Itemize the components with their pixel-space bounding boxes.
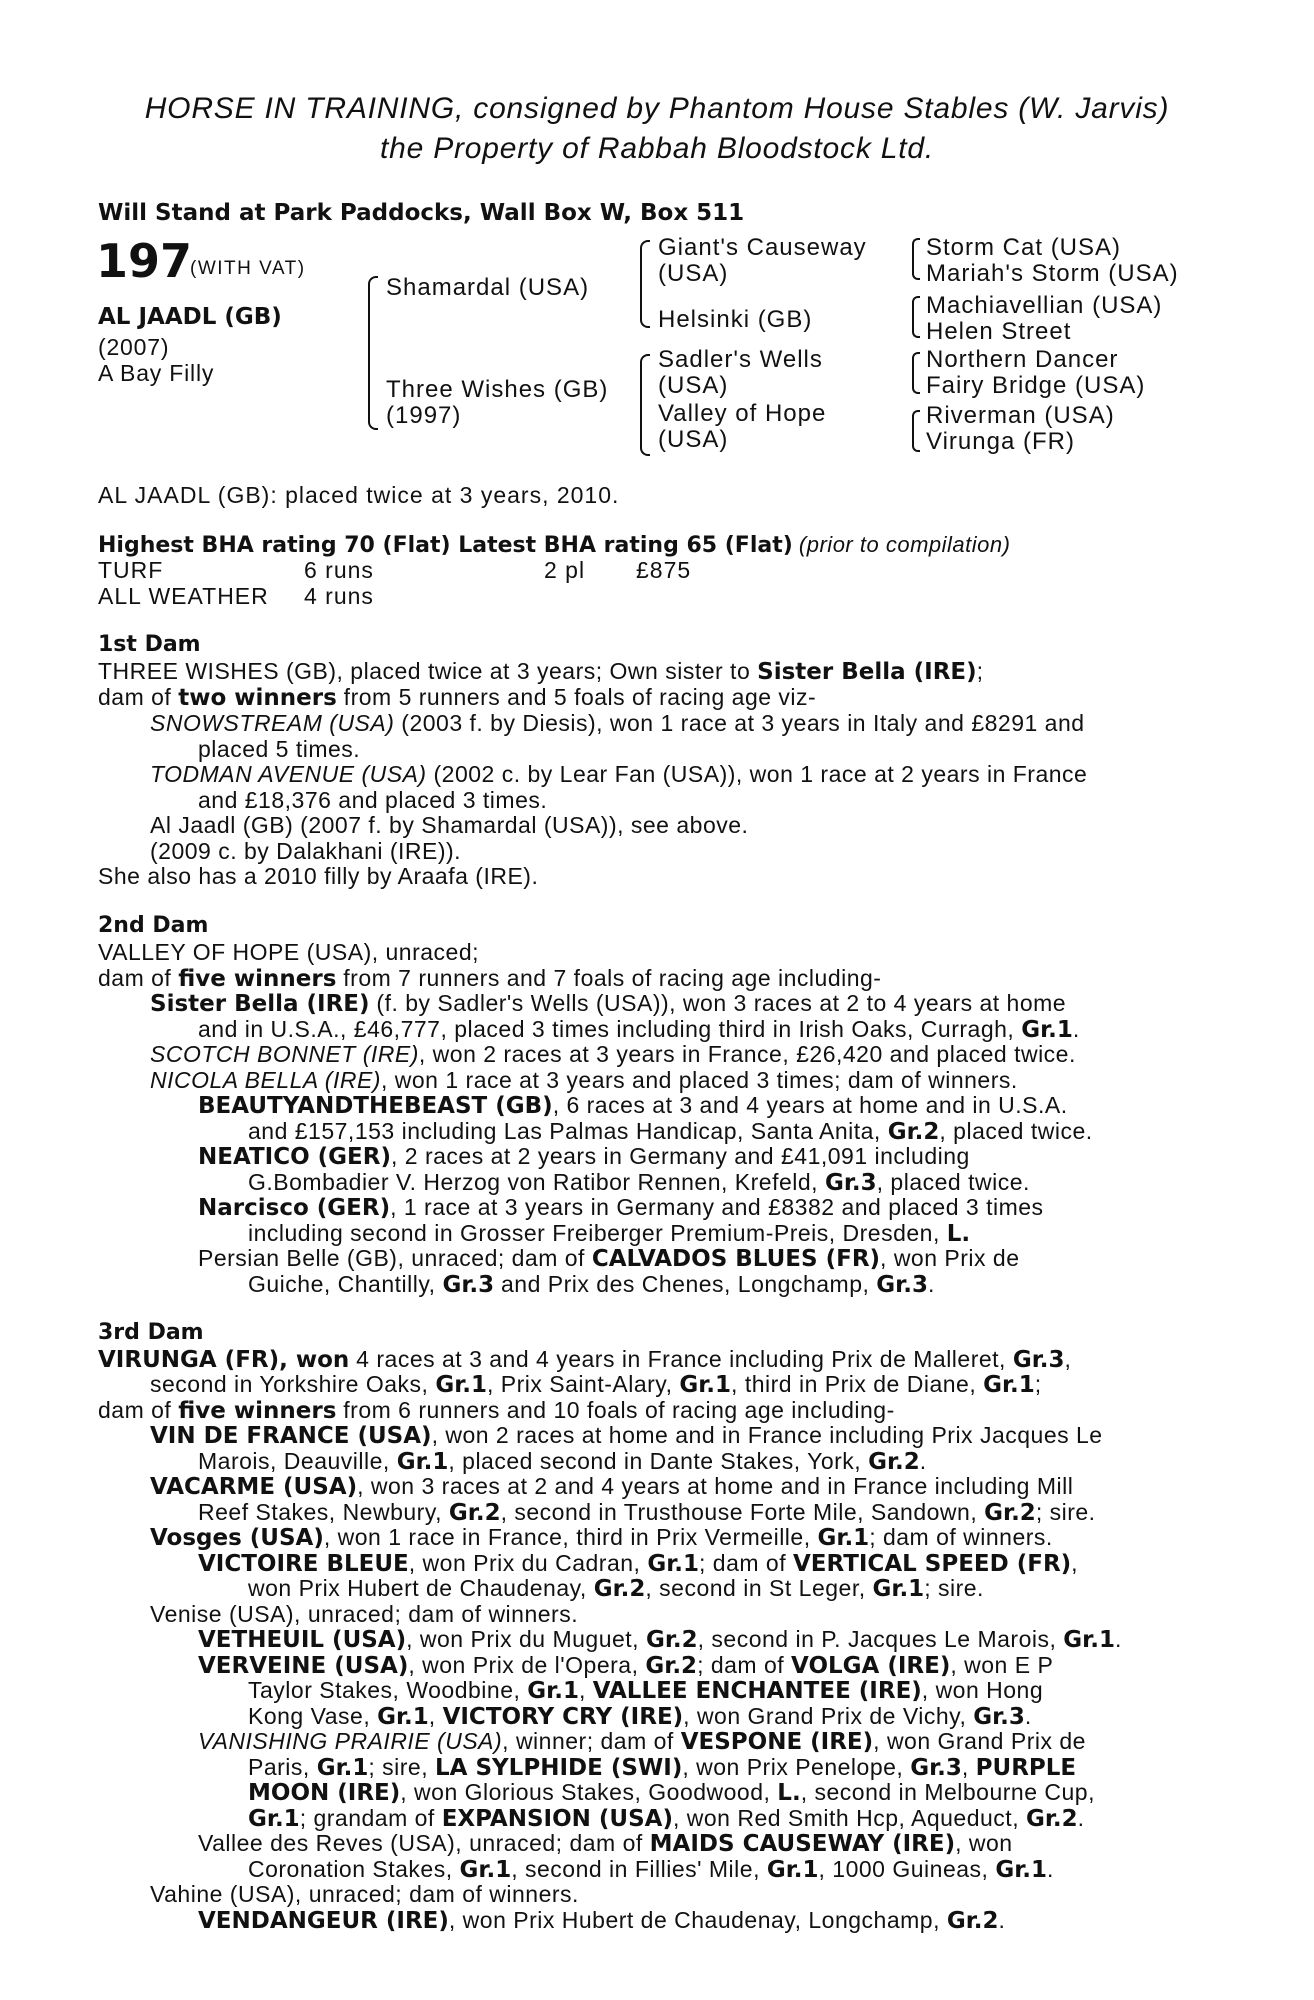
aw-label: ALL WEATHER — [98, 583, 269, 609]
dam3-text: , won — [955, 1830, 1013, 1856]
dam3-bold: VERTICAL SPEED (FR) — [793, 1551, 1072, 1577]
dam2-text: , 6 races at 3 and 4 years at home and in U.S.A. — [552, 1092, 1068, 1118]
dam3-bold: Gr.1 — [872, 1576, 925, 1602]
dam3-bold: Gr.1 — [248, 1806, 300, 1832]
dam3-line — [248, 1754, 1076, 1781]
dam2-text: and Prix des Chenes, Longchamp, — [494, 1271, 877, 1297]
dam3-text: second in Yorkshire Oaks, — [150, 1371, 436, 1397]
dam3-bold: Gr.1 — [995, 1857, 1048, 1883]
dam1-italic: TODMAN AVENUE (USA) — [150, 761, 427, 787]
dam3-text: , won Prix Penelope, — [682, 1754, 911, 1780]
pedigree-brace-ds — [912, 352, 920, 394]
dam2-bold: Gr.1 — [1021, 1017, 1073, 1043]
dam3-text: , won 2 races at home and in France including Prix Jacques Le — [431, 1422, 1103, 1448]
pedigree-sire-sire: Giant's Causeway — [658, 234, 867, 261]
dam2-text: , placed twice. — [939, 1118, 1093, 1144]
dam3-bold: VICTOIRE BLEUE — [198, 1551, 409, 1577]
dam2-bold: Gr.2 — [887, 1119, 940, 1145]
dam3-line — [248, 1856, 1054, 1883]
rating-note: (prior to compilation) — [798, 532, 1011, 557]
dam3-line: Venise (USA), unraced; dam of winners. — [150, 1601, 579, 1627]
dam2-italic: SCOTCH BONNET (IRE) — [150, 1041, 419, 1067]
dam2-line: VALLEY OF HOPE (USA), unraced; — [98, 939, 480, 965]
dam3-text: , won Red Smith Hcp, Aqueduct, — [672, 1805, 1026, 1831]
dam3-bold: Gr.2 — [868, 1449, 920, 1475]
dam3-bold: MOON (IRE) — [248, 1780, 401, 1806]
dam2-line — [150, 990, 1066, 1017]
dam3-bold: VIRUNGA (FR), won — [98, 1347, 350, 1373]
dam3-text: , won Prix du Muguet, — [406, 1626, 646, 1652]
dam3-bold: VETHEUIL (USA) — [198, 1627, 407, 1653]
pedigree-dss: Northern Dancer — [926, 346, 1119, 373]
dam3-line — [198, 1830, 1013, 1857]
dam3-text: Marois, Deauville, — [198, 1448, 397, 1474]
dam3-bold: VERVEINE (USA) — [198, 1653, 409, 1679]
dam1-text: (2003 f. by Diesis), won 1 race at 3 years in Italy and £8291 and — [394, 710, 1085, 736]
pedigree-sire-sire-country: (USA) — [658, 260, 729, 287]
pedigree-sss: Storm Cat (USA) — [926, 234, 1122, 261]
header-consignor: HORSE IN TRAINING, consigned by Phantom House Stables (W. Jarvis) — [144, 92, 1170, 125]
dam2-line — [248, 1220, 970, 1247]
dam3-line — [248, 1805, 1085, 1832]
dam3-bold: Gr.2 — [645, 1627, 698, 1653]
horse-description: A Bay Filly — [98, 360, 215, 386]
dam3-line — [248, 1677, 1043, 1704]
dam1-line — [150, 761, 1087, 788]
dam3-line — [198, 1448, 927, 1475]
dam2-text: dam of — [98, 965, 179, 991]
dam3-text: , placed second in Dante Stakes, York, — [448, 1448, 869, 1474]
dam3-text: , won Hong — [921, 1677, 1044, 1703]
dam2-text: from 7 runners and 7 foals of racing age including- — [336, 965, 882, 991]
dam3-text: . — [919, 1448, 927, 1474]
dam3-text: . — [998, 1907, 1006, 1933]
dam3-line — [248, 1703, 1032, 1730]
dam2-text: . — [1072, 1016, 1080, 1042]
dam1-text: ; — [976, 658, 984, 684]
dam2-line — [198, 1194, 1044, 1221]
dam2-bold: five winners — [178, 966, 337, 992]
dam3-bold: VENDANGEUR (IRE) — [198, 1908, 449, 1934]
dam2-line — [198, 1245, 1020, 1272]
dam2-line — [150, 1041, 1076, 1068]
dam3-bold: LA SYLPHIDE (SWI) — [435, 1755, 683, 1781]
dam3-line — [198, 1728, 1086, 1755]
dam3-bold: Gr.1 — [766, 1857, 819, 1883]
pedigree-brace-dam — [640, 354, 650, 456]
dam3-line — [150, 1473, 1073, 1500]
pedigree-dam-name: Three Wishes (GB) — [386, 376, 609, 403]
dam3-bold: VICTORY CRY (IRE) — [442, 1704, 684, 1730]
dam3-line — [198, 1499, 1096, 1526]
dam2-text: , 1 race at 3 years in Germany and £8382 and placed 3 times — [390, 1194, 1044, 1220]
dam3-text: Paris, — [248, 1754, 317, 1780]
dam3-line — [198, 1652, 1053, 1679]
dam1-line — [98, 658, 984, 685]
dam3-bold: Gr.2 — [946, 1908, 999, 1934]
aw-runs: 4 runs — [304, 583, 374, 609]
dam2-line — [248, 1118, 1093, 1145]
turf-runs: 6 runs — [304, 557, 374, 583]
dam3-text: , second in St Leger, — [645, 1575, 873, 1601]
foaling-year: (2007) — [98, 334, 170, 360]
dam3-text: , won Prix Hubert de Chaudenay, Longchamp, — [448, 1907, 947, 1933]
pedigree-dam-year: (1997) — [386, 402, 462, 429]
rating-line — [98, 532, 1010, 558]
dam2-bold: Gr.3 — [824, 1170, 877, 1196]
dam3-bold: Gr.2 — [1025, 1806, 1078, 1832]
dam3-text: , second in P. Jacques Le Marois, — [697, 1626, 1064, 1652]
header-property: the Property of Rabbah Bloodstock Ltd. — [379, 132, 935, 165]
dam3-bold: Gr.1 — [679, 1372, 732, 1398]
pedigree-dds: Riverman (USA) — [926, 402, 1115, 429]
dam1-line: and £18,376 and placed 3 times. — [198, 787, 548, 813]
dam3-text: , won Grand Prix de Vichy, — [683, 1703, 974, 1729]
dam3-bold: Gr.1 — [817, 1525, 870, 1551]
turf-earnings: £875 — [636, 557, 692, 583]
dam2-line — [198, 1092, 1068, 1119]
third-dam-heading: 3rd Dam — [98, 1320, 204, 1345]
dam3-text: , second in Trusthouse Forte Mile, Sandown, — [500, 1499, 985, 1525]
dam1-italic: SNOWSTREAM (USA) — [150, 710, 395, 736]
dam3-bold: VALLEE ENCHANTEE (IRE) — [592, 1678, 922, 1704]
dam3-text: , second in Melbourne Cup, — [800, 1779, 1095, 1805]
dam3-text: Coronation Stakes, — [248, 1856, 460, 1882]
dam3-text: , Prix Saint-Alary, — [487, 1371, 680, 1397]
dam3-bold: Gr.1 — [983, 1372, 1035, 1398]
dam1-bold: Sister Bella (IRE) — [757, 659, 977, 685]
dam3-text: ; grandam of — [299, 1805, 442, 1831]
dam3-text: Reef Stakes, Newbury, — [198, 1499, 449, 1525]
dam3-line — [248, 1779, 1095, 1806]
race-summary: AL JAADL (GB): placed twice at 3 years, 2010. — [98, 482, 620, 508]
dam3-bold: Gr.1 — [396, 1449, 449, 1475]
dam3-bold: Gr.1 — [377, 1704, 429, 1730]
lot-number: 197 — [96, 234, 193, 288]
dam3-bold: Gr.1 — [435, 1372, 488, 1398]
dam3-text: Vallee des Reves (USA), unraced; dam of — [198, 1830, 650, 1856]
dam3-line — [150, 1524, 1053, 1551]
dam3-text: , third in Prix de Diane, — [731, 1371, 984, 1397]
pedigree-dsd: Fairy Bridge (USA) — [926, 372, 1146, 399]
dam2-text: , placed twice. — [876, 1169, 1030, 1195]
dam3-text: ; dam of — [697, 1652, 792, 1678]
dam3-bold: VOLGA (IRE) — [791, 1653, 951, 1679]
dam3-bold: PURPLE — [975, 1755, 1077, 1781]
dam3-text: , — [1071, 1550, 1079, 1576]
dam3-text: , — [1064, 1346, 1072, 1372]
dam3-line — [198, 1550, 1078, 1577]
stand-location: Will Stand at Park Paddocks, Wall Box W, Box 511 — [98, 200, 745, 226]
dam3-line — [98, 1346, 1071, 1373]
dam3-text: ; sire. — [1035, 1499, 1096, 1525]
dam3-bold: Gr.1 — [647, 1551, 700, 1577]
dam3-bold: L. — [777, 1780, 801, 1806]
dam3-text: won Prix Hubert de Chaudenay, — [248, 1575, 594, 1601]
dam2-text: , won 1 race at 3 years and placed 3 times; dam of winners. — [380, 1067, 1018, 1093]
dam3-bold: VACARME (USA) — [150, 1474, 358, 1500]
dam2-line — [198, 1143, 970, 1170]
dam3-text: ; sire, — [368, 1754, 435, 1780]
dam3-text: , won E P — [950, 1652, 1054, 1678]
dam3-italic: VANISHING PRAIRIE (USA) — [198, 1728, 503, 1754]
dam2-bold: BEAUTYANDTHEBEAST (GB) — [198, 1093, 553, 1119]
dam1-line — [98, 684, 816, 711]
dam1-line: (2009 c. by Dalakhani (IRE)). — [150, 838, 462, 864]
dam3-text: , — [578, 1677, 593, 1703]
dam2-line — [150, 1067, 1018, 1094]
dam3-bold: Gr.2 — [448, 1500, 501, 1526]
dam3-text: . — [1077, 1805, 1085, 1831]
dam1-line: She also has a 2010 filly by Araafa (IRE). — [98, 863, 539, 889]
turf-label: TURF — [98, 557, 164, 583]
dam1-line — [150, 710, 1085, 737]
dam1-text: dam of — [98, 684, 179, 710]
dam3-text: , won Prix du Cadran, — [408, 1550, 648, 1576]
dam2-bold: Gr.3 — [876, 1272, 928, 1298]
dam2-bold: L. — [946, 1221, 971, 1247]
dam3-text: , won Glorious Stakes, Goodwood, — [400, 1779, 778, 1805]
pedigree-brace-ss — [912, 238, 920, 280]
rating-values: Highest BHA rating 70 (Flat) Latest BHA rating 65 (Flat) — [98, 533, 793, 558]
dam3-text: , 1000 Guineas, — [818, 1856, 996, 1882]
dam3-bold: Gr.2 — [645, 1653, 698, 1679]
dam3-text: Kong Vase, — [248, 1703, 378, 1729]
dam2-text: , won 2 races at 3 years in France, £26,420 and placed twice. — [418, 1041, 1076, 1067]
dam2-bold: Narcisco (GER) — [198, 1195, 391, 1221]
dam3-text: , — [428, 1703, 443, 1729]
dam3-text: , — [961, 1754, 976, 1780]
pedigree-dam-dam: Valley of Hope — [658, 400, 827, 427]
dam3-bold: VIN DE FRANCE (USA) — [150, 1423, 432, 1449]
dam3-text: , won Grand Prix de — [873, 1728, 1086, 1754]
pedigree-brace-sire — [640, 240, 650, 328]
horse-name: AL JAADL (GB) — [98, 304, 282, 330]
dam3-text: , won 1 race in France, third in Prix Vermeille, — [323, 1524, 818, 1550]
dam3-line — [198, 1907, 1005, 1934]
dam3-bold: Gr.3 — [1012, 1347, 1065, 1373]
dam2-text: Persian Belle (GB), unraced; dam of — [198, 1245, 592, 1271]
dam3-text: ; sire. — [924, 1575, 984, 1601]
dam3-text: ; dam of — [699, 1550, 793, 1576]
dam3-text: dam of — [98, 1397, 179, 1423]
pedigree-sire-dam: Helsinki (GB) — [658, 306, 813, 333]
dam3-bold: Gr.1 — [459, 1857, 512, 1883]
dam2-text: including second in Grosser Freiberger Premium-Preis, Dresden, — [248, 1220, 947, 1246]
dam3-text: . — [1114, 1626, 1122, 1652]
dam2-bold: NEATICO (GER) — [198, 1144, 391, 1170]
dam2-line — [248, 1169, 1030, 1196]
dam1-text: (2002 c. by Lear Fan (USA)), won 1 race at 2 years in France — [426, 761, 1088, 787]
dam3-bold: Gr.1 — [316, 1755, 369, 1781]
dam2-text: , won Prix de — [880, 1245, 1020, 1271]
dam2-bold: Sister Bella (IRE) — [150, 991, 370, 1017]
second-dam-heading: 2nd Dam — [98, 913, 209, 938]
dam3-text: , winner; dam of — [502, 1728, 681, 1754]
dam3-bold: five winners — [178, 1398, 337, 1424]
pedigree-ssd: Mariah's Storm (USA) — [926, 260, 1179, 287]
pedigree-dam-dam-country: (USA) — [658, 426, 729, 453]
dam3-bold: Gr.2 — [593, 1576, 646, 1602]
dam2-text: Guiche, Chantilly, — [248, 1271, 443, 1297]
pedigree-sds: Machiavellian (USA) — [926, 292, 1163, 319]
dam2-text: , 2 races at 2 years in Germany and £41,091 including — [390, 1143, 970, 1169]
dam2-text: and in U.S.A., £46,777, placed 3 times including third in Irish Oaks, Curragh, — [198, 1016, 1022, 1042]
dam3-text: from 6 runners and 10 foals of racing age including- — [336, 1397, 895, 1423]
pedigree-brace-1 — [368, 276, 378, 430]
dam3-text: ; dam of winners. — [869, 1524, 1053, 1550]
dam3-text: 4 races at 3 and 4 years in France including Prix de Malleret, — [349, 1346, 1013, 1372]
dam2-text: and £157,153 including Las Palmas Handicap, Santa Anita, — [248, 1118, 888, 1144]
dam3-text: . — [1024, 1703, 1032, 1729]
dam1-bold: two winners — [178, 685, 337, 711]
dam3-bold: EXPANSION (USA) — [441, 1806, 673, 1832]
dam3-line — [150, 1371, 1042, 1398]
dam3-text: ; — [1034, 1371, 1042, 1397]
dam2-text: (f. by Sadler's Wells (USA)), won 3 races at 2 to 4 years at home — [369, 990, 1067, 1016]
dam3-bold: Vosges (USA) — [150, 1525, 324, 1551]
dam2-bold: Gr.3 — [442, 1272, 495, 1298]
dam2-text: G.Bombadier V. Herzog von Ratibor Rennen, Krefeld, — [248, 1169, 825, 1195]
dam3-line: Vahine (USA), unraced; dam of winners. — [150, 1881, 579, 1907]
dam3-line — [248, 1575, 984, 1602]
dam3-text: , won Prix de l'Opera, — [408, 1652, 646, 1678]
dam3-text: . — [1047, 1856, 1054, 1882]
dam1-line: placed 5 times. — [198, 736, 361, 762]
dam1-line: Al Jaadl (GB) (2007 f. by Shamardal (USA)), see above. — [150, 812, 749, 838]
dam3-bold: VESPONE (IRE) — [680, 1729, 874, 1755]
dam2-line — [198, 1016, 1080, 1043]
dam3-bold: Gr.1 — [1063, 1627, 1115, 1653]
dam2-italic: NICOLA BELLA (IRE) — [150, 1067, 381, 1093]
dam3-text: , second in Fillies' Mile, — [511, 1856, 767, 1882]
pedigree-ddd: Virunga (FR) — [926, 428, 1075, 455]
dam1-text: from 5 runners and 5 foals of racing age viz- — [336, 684, 817, 710]
first-dam-heading: 1st Dam — [98, 632, 201, 657]
dam3-text: Taylor Stakes, Woodbine, — [248, 1677, 528, 1703]
dam2-text: . — [927, 1271, 935, 1297]
dam3-bold: Gr.3 — [973, 1704, 1025, 1730]
dam3-text: , won 3 races at 2 and 4 years at home and in France including Mill — [357, 1473, 1074, 1499]
dam2-line — [98, 965, 881, 992]
dam3-line — [198, 1626, 1122, 1653]
dam1-text: THREE WISHES (GB), placed twice at 3 years; Own sister to — [98, 658, 758, 684]
dam3-line — [150, 1422, 1103, 1449]
pedigree-brace-dd — [912, 410, 920, 452]
pedigree-dam-sire-country: (USA) — [658, 372, 729, 399]
dam3-bold: Gr.2 — [984, 1500, 1036, 1526]
vat-label: (WITH VAT) — [190, 258, 306, 279]
dam2-line — [248, 1271, 935, 1298]
dam3-line — [98, 1397, 895, 1424]
pedigree-brace-sd — [912, 296, 920, 338]
dam2-bold: CALVADOS BLUES (FR) — [591, 1246, 881, 1272]
dam3-bold: MAIDS CAUSEWAY (IRE) — [649, 1831, 956, 1857]
dam3-bold: Gr.1 — [527, 1678, 579, 1704]
pedigree-sdd: Helen Street — [926, 318, 1072, 345]
pedigree-dam-sire: Sadler's Wells — [658, 346, 823, 373]
turf-placed: 2 pl — [544, 557, 586, 583]
pedigree-sire: Shamardal (USA) — [386, 274, 590, 301]
dam3-bold: Gr.3 — [910, 1755, 962, 1781]
